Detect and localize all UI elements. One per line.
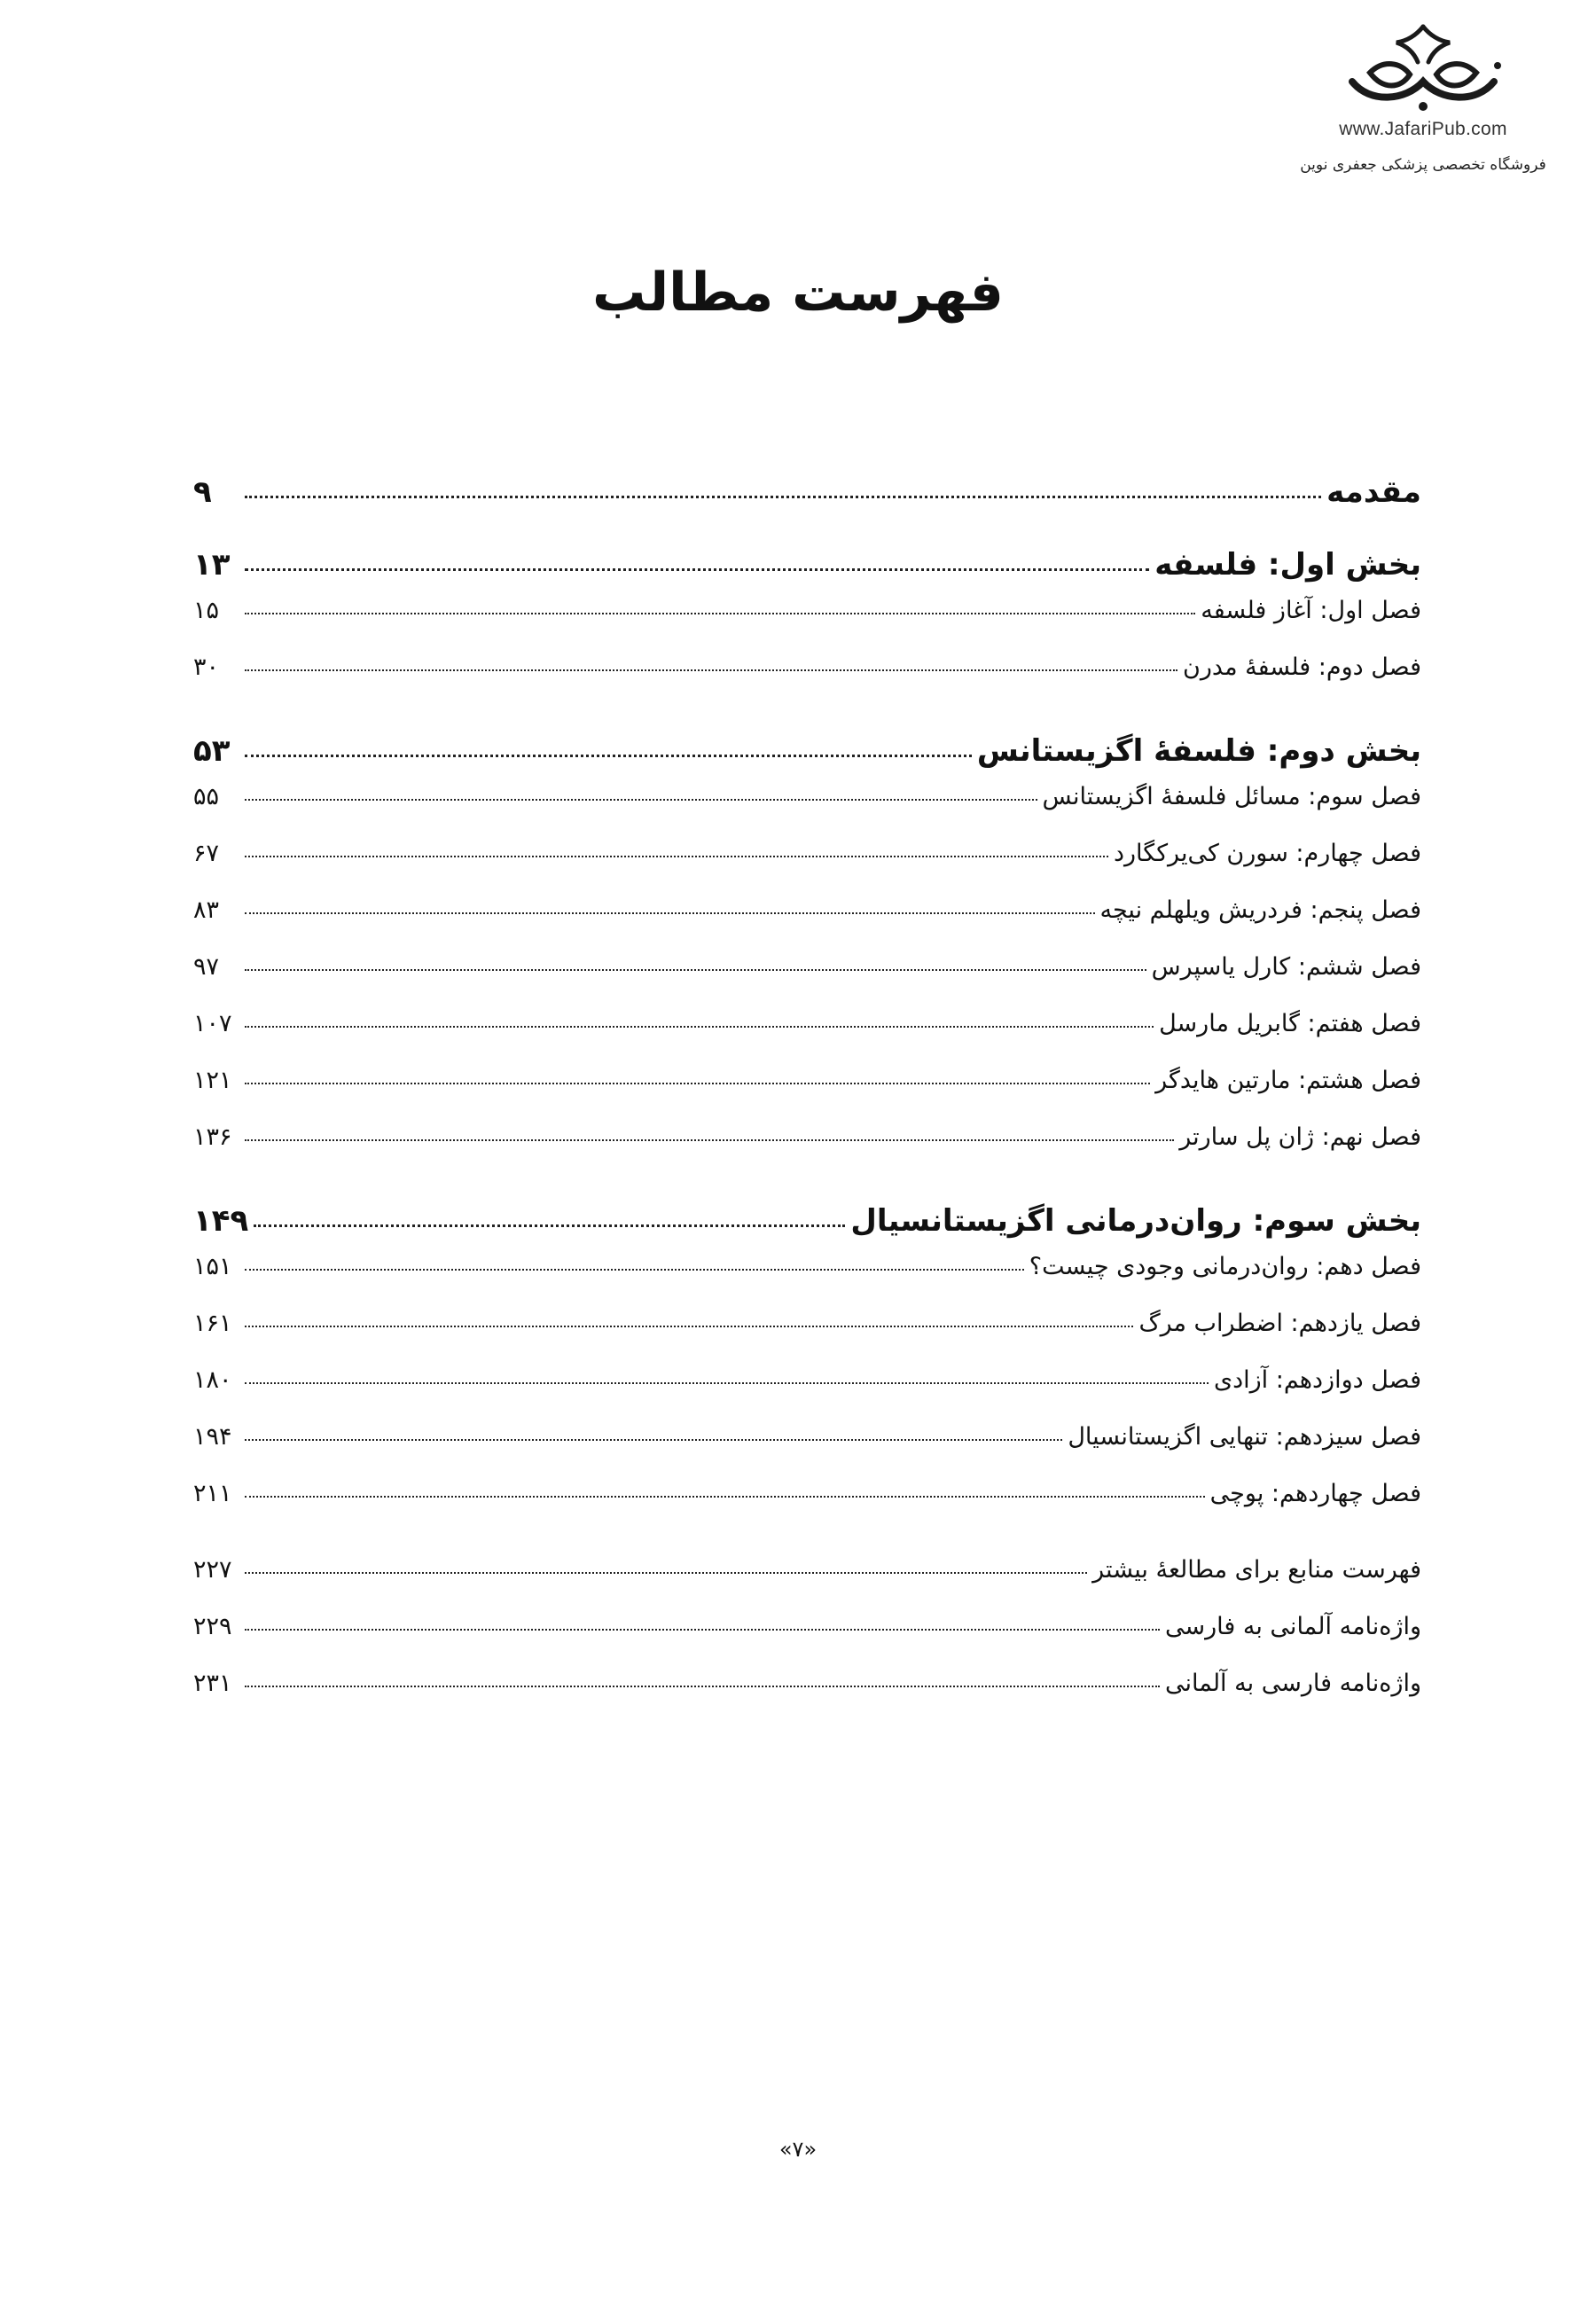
toc-chapter-4 xyxy=(193,840,1421,896)
toc-part-page: ۱۴۹ xyxy=(193,1203,249,1239)
toc-chapter-page: ۱۵۱ xyxy=(193,1253,232,1280)
toc-chapter-page: ۹۷ xyxy=(193,953,220,981)
toc-part-2 xyxy=(193,733,1421,783)
toc-chapter-label: فصل چهارم: سورن کی‌یرکگارد xyxy=(1114,840,1421,867)
page-title: فهرست مطالب xyxy=(592,262,1004,324)
toc-chapter-page: ۱۰۷ xyxy=(193,1010,232,1037)
toc-chapter-label: فصل اول: آغاز فلسفه xyxy=(1201,597,1421,624)
toc-chapter-page: ۲۱۱ xyxy=(193,1480,232,1507)
toc-chapter-label: فصل دهم: روان‌درمانی وجودی چیست؟ xyxy=(1029,1253,1421,1280)
dot-leader xyxy=(245,755,972,757)
toc-chapter-label: فصل یازدهم: اضطراب مرگ xyxy=(1138,1310,1421,1337)
toc-chapter-13 xyxy=(193,1423,1421,1480)
toc-chapter-page: ۱۲۱ xyxy=(193,1067,232,1094)
dot-leader xyxy=(245,1139,1174,1141)
toc-chapter-label: فصل نهم: ژان پل سارتر xyxy=(1179,1123,1421,1151)
dot-leader xyxy=(245,496,1321,498)
publisher-logo xyxy=(1286,20,1561,174)
dot-leader xyxy=(245,669,1177,671)
toc-chapter-11 xyxy=(193,1310,1421,1366)
toc-chapter-2 xyxy=(193,653,1421,710)
toc-backmatter-page: ۲۲۹ xyxy=(193,1613,232,1640)
toc-part-label: بخش دوم: فلسفۀ اگزیستانس xyxy=(976,733,1421,769)
toc-chapter-1 xyxy=(193,597,1421,653)
dot-leader xyxy=(245,1269,1024,1271)
dot-leader xyxy=(245,1326,1133,1327)
toc-chapter-page: ۵۵ xyxy=(193,783,220,810)
toc-backmatter-page: ۲۳۱ xyxy=(193,1670,232,1697)
dot-leader xyxy=(254,1224,845,1227)
publisher-url: www.JafariPub.com xyxy=(1339,119,1507,139)
toc-chapter-label: فصل ششم: کارل یاسپرس xyxy=(1151,953,1421,981)
dot-leader xyxy=(245,1496,1205,1498)
toc-backmatter-label: فهرست منابع برای مطالعۀ بیشتر xyxy=(1092,1556,1421,1584)
dot-leader xyxy=(245,1629,1160,1631)
toc-part-page: ۵۳ xyxy=(193,733,231,769)
toc-chapter-12 xyxy=(193,1366,1421,1423)
toc-chapter-page: ۸۳ xyxy=(193,896,220,924)
toc-part-1 xyxy=(193,547,1421,597)
toc-chapter-14 xyxy=(193,1480,1421,1537)
toc-backmatter-references xyxy=(193,1556,1421,1613)
table-of-contents xyxy=(193,474,1421,1726)
toc-chapter-page: ۶۷ xyxy=(193,840,220,867)
toc-chapter-label: فصل هفتم: گابریل مارسل xyxy=(1159,1010,1421,1037)
publisher-logo-mark xyxy=(1334,20,1512,117)
toc-chapter-9 xyxy=(193,1123,1421,1180)
toc-chapter-label: فصل سیزدهم: تنهایی اگزیستانسیال xyxy=(1068,1423,1421,1451)
toc-backmatter-glossary-de-fa xyxy=(193,1613,1421,1670)
toc-chapter-5 xyxy=(193,896,1421,953)
dot-leader xyxy=(245,1026,1154,1028)
toc-chapter-page: ۱۵ xyxy=(193,597,220,624)
dot-leader xyxy=(245,568,1149,571)
dot-leader xyxy=(245,613,1195,614)
toc-entry-intro xyxy=(193,474,1421,524)
toc-chapter-page: ۳۰ xyxy=(193,653,220,681)
toc-chapter-10 xyxy=(193,1253,1421,1310)
dot-leader xyxy=(245,1686,1160,1687)
toc-chapter-label: فصل چهاردهم: پوچی xyxy=(1209,1480,1421,1507)
toc-backmatter-page: ۲۲۷ xyxy=(193,1556,232,1584)
toc-chapter-label: فصل سوم: مسائل فلسفۀ اگزیستانس xyxy=(1042,783,1421,810)
toc-chapter-page: ۱۹۴ xyxy=(193,1423,232,1451)
dot-leader xyxy=(245,1083,1150,1084)
dot-leader xyxy=(245,799,1037,801)
toc-chapter-label: فصل پنجم: فردریش ویلهلم نیچه xyxy=(1099,896,1421,924)
toc-entry-label: مقدمه xyxy=(1326,474,1421,510)
toc-backmatter-label: واژه‌نامه فارسی به آلمانی xyxy=(1164,1670,1421,1697)
dot-leader xyxy=(245,1439,1062,1441)
dot-leader xyxy=(245,969,1146,971)
toc-chapter-label: فصل دوم: فلسفۀ مدرن xyxy=(1183,653,1421,681)
toc-chapter-page: ۱۳۶ xyxy=(193,1123,232,1151)
toc-chapter-8 xyxy=(193,1067,1421,1123)
toc-backmatter-glossary-fa-de xyxy=(193,1670,1421,1726)
toc-part-3 xyxy=(193,1203,1421,1253)
dot-leader xyxy=(245,912,1095,914)
toc-chapter-label: فصل دوازدهم: آزادی xyxy=(1213,1366,1421,1394)
toc-chapter-3 xyxy=(193,783,1421,840)
toc-entry-page: ۹ xyxy=(193,474,212,510)
dot-leader xyxy=(245,1572,1087,1574)
toc-chapter-7 xyxy=(193,1010,1421,1067)
toc-chapter-page: ۱۶۱ xyxy=(193,1310,232,1337)
publisher-tagline: فروشگاه تخصصی پزشکی جعفری نوین xyxy=(1300,156,1546,174)
dot-leader xyxy=(245,856,1108,857)
toc-chapter-label: فصل هشتم: مارتین هایدگر xyxy=(1155,1067,1421,1094)
toc-chapter-6 xyxy=(193,953,1421,1010)
page-number: «۷» xyxy=(778,2137,818,2162)
toc-part-page: ۱۳ xyxy=(193,547,231,583)
toc-backmatter-label: واژه‌نامه آلمانی به فارسی xyxy=(1164,1613,1421,1640)
toc-part-label: بخش سوم: روان‌درمانی اگزیستانسیال xyxy=(850,1203,1421,1239)
dot-leader xyxy=(245,1382,1209,1384)
toc-part-label: بخش اول: فلسفه xyxy=(1154,547,1421,583)
toc-chapter-page: ۱۸۰ xyxy=(193,1366,232,1394)
